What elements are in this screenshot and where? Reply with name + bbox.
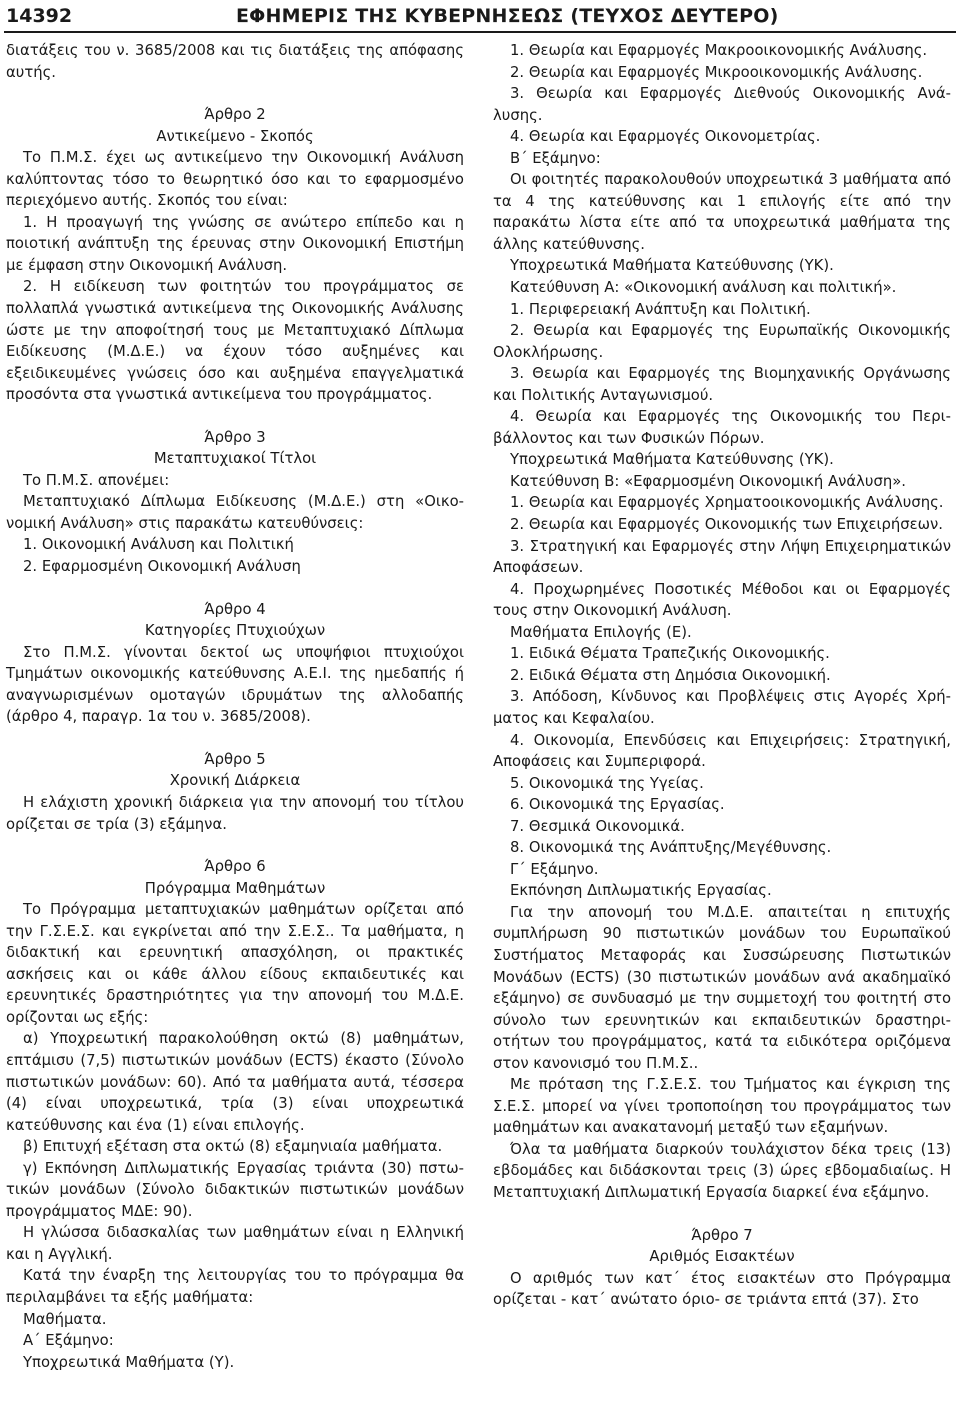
paragraph: 1. Η προαγωγή της γνώσης σε ανώτερο επίπεδο και η ποιοτική ανάπτυξη της έρευνας στην Οικονομική Επιστήμη με έμφαση στην Οικονομική Ανάλυση. — [6, 213, 464, 274]
paragraph: Κατεύθυνση Β: «Εφαρμοσμένη Οικονομική Ανάλυση». — [510, 472, 906, 490]
paragraph: 1. Θεωρία και Εφαρμογές Μακροοικονομικής Ανάλυσης. — [510, 42, 928, 59]
paragraph: Με πρόταση της Γ.Σ.Ε.Σ. του Τμήματος και έγκριση της Σ.Ε.Σ. μπορεί να γίνει τροποποίηση του προγράμματος των μαθημάτων και ανακατανομή μεταξύ των εξαμήνων. — [493, 1076, 951, 1137]
article-heading: Άρθρο 4 — [204, 600, 266, 618]
gazette-title: ΕΦΗΜΕΡΙΣ ΤΗΣ ΚΥΒΕΡΝΗΣΕΩΣ (ΤΕΥΧΟΣ ΔΕΥΤΕΡΟ) — [236, 5, 779, 27]
paragraph: Όλα τα μαθήματα διαρκούν τουλάχιστον δέκα τρεις (13) εβδομάδες και διδάσκονται τρεις (3) ώρες εβδομαδιαίως. Η Μεταπτυχιακή Διπλωματική Εργασία διαρκεί ένα εξάμηνο. — [493, 1140, 951, 1201]
paragraph: 4. Προχωρημένες Ποσοτικές Μέθοδοι και οι Εφαρμογές τους στην Οικονομική Ανάλυση. — [493, 580, 951, 620]
article-heading: Αριθμός Εισακτέων — [649, 1248, 795, 1266]
article-heading: Άρθρο 3 — [204, 428, 266, 446]
paragraph: 4. Θεωρία και Εφαρμογές της Οικονομικής του Περιβάλλοντος και των Φυσικών Πόρων. — [493, 408, 951, 447]
header-rule — [4, 31, 956, 33]
paragraph: διατάξεις του ν. 3685/2008 και τις διατάξεις της απόφασης αυτής. — [6, 42, 464, 81]
paragraph: 7. Θεσμικά Οικονομικά. — [510, 817, 685, 835]
paragraph: Μεταπτυχιακό Δίπλωμα Ειδίκευσης (Μ.Δ.Ε.) στη «Οικονομική Ανάλυση» στις παρακάτω κατευθύνσεις: — [6, 493, 464, 532]
paragraph: 2. Εφαρμοσμένη Οικονομική Ανάλυση — [23, 558, 301, 576]
article-heading: Αντικείμενο - Σκοπός — [156, 127, 314, 145]
paragraph: Υποχρεωτικά Μαθήματα (Υ). — [23, 1353, 235, 1371]
paragraph: Για την απονομή του Μ.Δ.Ε. απαιτείται η επιτυχής συμπλήρωση 90 πιστωτικών μονάδων του Ευρωπαϊκού Συστήματος Μεταφοράς και Συσσώρευσης Πιστωτικών Μονάδων (ECTS) (30 πιστωτικών μονάδων ανά ακαδημαϊκό εξάμηνο) σε συνδυασμό με την συμμετοχή του φοιτητή στο σύνολο των ερευνητικών και εκπαιδευτικών δραστηριοτήτων του προγράμματος, κατά τα ειδικότερα οριζόμενα στον κανονισμό του Π.Μ.Σ.. — [493, 903, 951, 1072]
paragraph: Οι φοιτητές παρακολουθούν υποχρεωτικά 3 μαθήματα από τα 4 της κατεύθυνσης και 1 επιλογής είτε από την παρακάτω λίστα είτε από τα υποχρεωτικά μαθήματα της άλλης κατεύθυνσης. — [493, 171, 951, 253]
paragraph: Το Πρόγραμμα μεταπτυχιακών μαθημάτων ορίζεται από την Γ.Σ.Ε.Σ. και εγκρίνεται από την Σ.Ε.Σ.. Τα μαθήματα, η διδακτική και ερευνητική απασχόληση, οι πρακτικές ασκήσεις και οι κάθε άλλου είδους εκπαιδευτικές και ερευνητικές δραστηριότητες για την απονομή του Μ.Δ.Ε. ορίζονται ως εξής: — [6, 901, 464, 1026]
paragraph: Β΄ Εξάμηνο: — [510, 149, 601, 167]
article-heading: Μεταπτυχιακοί Τίτλοι — [153, 450, 317, 468]
paragraph: Το Π.Μ.Σ. απονέμει: — [23, 471, 170, 489]
page-header — [6, 2, 956, 34]
paragraph: Ο αριθμός των κατ΄ έτος εισακτέων στο Πρόγραμμα ορίζεται - κατ΄ ανώτατο όριο- σε τριάντα επτά (37). Στο — [493, 1269, 951, 1309]
paragraph: 3. Στρατηγική και Εφαρμογές στην Λήψη Επιχειρηματικών Αποφάσεων. — [493, 537, 951, 577]
paragraph: 1. Ειδικά Θέματα Τραπεζικής Οικονομικής. — [510, 645, 830, 663]
paragraph: 8. Οικονομικά της Ανάπτυξης/Μεγέθυνσης. — [510, 839, 832, 857]
paragraph: γ) Εκπόνηση Διπλωματικής Εργασίας τριάντα (30) πστωτικών μονάδων (Σύνολο διδακτικών πιστωτικών μονάδων προγράμματος ΜΔΕ: 90). — [6, 1159, 464, 1220]
paragraph: Εκπόνηση Διπλωματικής Εργασίας. — [510, 882, 772, 900]
left-column — [6, 40, 464, 1373]
paragraph: 2. Θεωρία και Εφαρμογές Οικονομικής των Επιχειρήσεων. — [510, 516, 944, 534]
paragraph: 4. Οικονομία, Επενδύσεις και Επιχειρήσεις: Στρατηγική, Αποφάσεις και Συμπεριφορά. — [493, 731, 951, 771]
paragraph: Κατά την έναρξη της λειτουργίας του το πρόγραμμα θα περιλαμβάνει τα εξής μαθήματα: — [6, 1267, 464, 1306]
paragraph: 3. Θεωρία και Εφαρμογές Διεθνούς Οικονομικής Ανάλυσης. — [493, 85, 951, 124]
page-number: 14392 — [6, 5, 73, 27]
article-heading: Άρθρο 6 — [204, 858, 266, 876]
article-heading: Πρόγραμμα Μαθημάτων — [144, 879, 326, 897]
paragraph: 3. Απόδοση, Κίνδυνος και Προβλέψεις στις Αγορές Χρήματος και Κεφαλαίου. — [493, 688, 951, 727]
paragraph: Η ελάχιστη χρονική διάρκεια για την απονομή του τίτλου ορίζεται σε τρία (3) εξάμηνα. — [6, 793, 464, 833]
right-column — [493, 40, 951, 1311]
paragraph: 6. Οικονομικά της Εργασίας. — [510, 796, 725, 814]
article-heading: Χρονική Διάρκεια — [169, 772, 301, 790]
paragraph: β) Επιτυχή εξέταση στα οκτώ (8) εξαμηνιαία μαθήματα. — [23, 1138, 443, 1156]
paragraph: Γ΄ Εξάμηνο. — [510, 860, 599, 878]
paragraph: 2. Θεωρία και Εφαρμογές της Ευρωπαϊκής Οικονομικής Ολοκλήρωσης. — [493, 322, 951, 361]
paragraph: 3. Θεωρία και Εφαρμογές της Βιομηχανικής Οργάνωσης και Πολιτικής Ανταγωνισμού. — [493, 365, 951, 404]
article-heading: Άρθρο 7 — [691, 1226, 753, 1244]
paragraph: Μαθήματα Επιλογής (Ε). — [510, 623, 692, 641]
article-heading: Άρθρο 2 — [204, 106, 266, 124]
paragraph: α) Υποχρεωτική παρακολούθηση οκτώ (8) μαθημάτων, επτάμισυ (7,5) πιστωτικών μονάδων (ECTS) έκαστο (Σύνολο πιστωτικών μονάδων: 60). Από τα μαθήματα αυτά, τέσσερα (4) είναι υποχρεωτικά, τρία (3) είναι υποχρεωτικά κατεύθυνσης και ένα (1) είναι επιλογής. — [6, 1030, 464, 1134]
paragraph: Στο Π.Μ.Σ. γίνονται δεκτοί ως υποψήφιοι πτυχιούχοι Τμημάτων οικονομικής κατεύθυνσης Α.Ε.Ι. της ημεδαπής ή αναγνωρισμένων ομοταγών ιδρυμάτων της αλλοδαπής (άρθρο 4, παραγρ. 1α του ν. 3685/2008). — [6, 643, 464, 726]
paragraph: 4. Θεωρία και Εφαρμογές Οικονομετρίας. — [510, 128, 821, 146]
article-heading: Κατηγορίες Πτυχιούχων — [144, 622, 326, 640]
paragraph: 2. Η ειδίκευση των φοιτητών του προγράμματος σε πολλαπλά γνωστικά αντικείμενα της Οικονομικής Ανάλυσης ώστε με την αποφοίτησή τους με Μεταπτυχιακό Δίπλωμα Ειδίκευσης (Μ.Δ.Ε.) να έχουν τόσο αυξημένες και εξειδικευμένες γνώσεις όσο και αυξημένα επαγγελματικά προσόντα στα γνωστικά αντικείμενα του προγράμματος. — [6, 278, 464, 404]
paragraph: Κατεύθυνση Α: «Οικονομική ανάλυση και πολιτική». — [510, 279, 897, 297]
paragraph: 5. Οικονομικά της Υγείας. — [510, 774, 704, 792]
paragraph: Α΄ Εξάμηνο: — [23, 1332, 114, 1350]
paragraph: Υποχρεωτικά Μαθήματα Κατεύθυνσης (ΥΚ). — [510, 451, 834, 469]
paragraph: Το Π.Μ.Σ. έχει ως αντικείμενο την Οικονομική Ανάλυση καλύπτοντας τόσο το θεωρητικό όσο και το εφαρμοσμένο περιεχόμενο αυτής. Σκοπός του είναι: — [6, 149, 464, 210]
paragraph: Υποχρεωτικά Μαθήματα Κατεύθυνσης (ΥΚ). — [510, 257, 834, 275]
paragraph: 1. Περιφερειακή Ανάπτυξη και Πολιτική. — [510, 300, 811, 318]
paragraph: 2. Ειδικά Θέματα στη Δημόσια Οικονομική. — [510, 666, 831, 684]
paragraph: 2. Θεωρία και Εφαρμογές Μικροοικονομικής Ανάλυσης. — [510, 63, 923, 81]
paragraph: 1. Οικονομική Ανάλυση και Πολιτική — [23, 536, 294, 554]
paragraph: Η γλώσσα διδασκαλίας των μαθημάτων είναι η Ελληνική και η Αγγλική. — [6, 1224, 464, 1263]
paragraph: 1. Θεωρία και Εφαρμογές Χρηματοοικονομικής Ανάλυσης. — [510, 494, 944, 512]
article-heading: Άρθρο 5 — [204, 750, 266, 768]
paragraph: Μαθήματα. — [23, 1310, 107, 1328]
